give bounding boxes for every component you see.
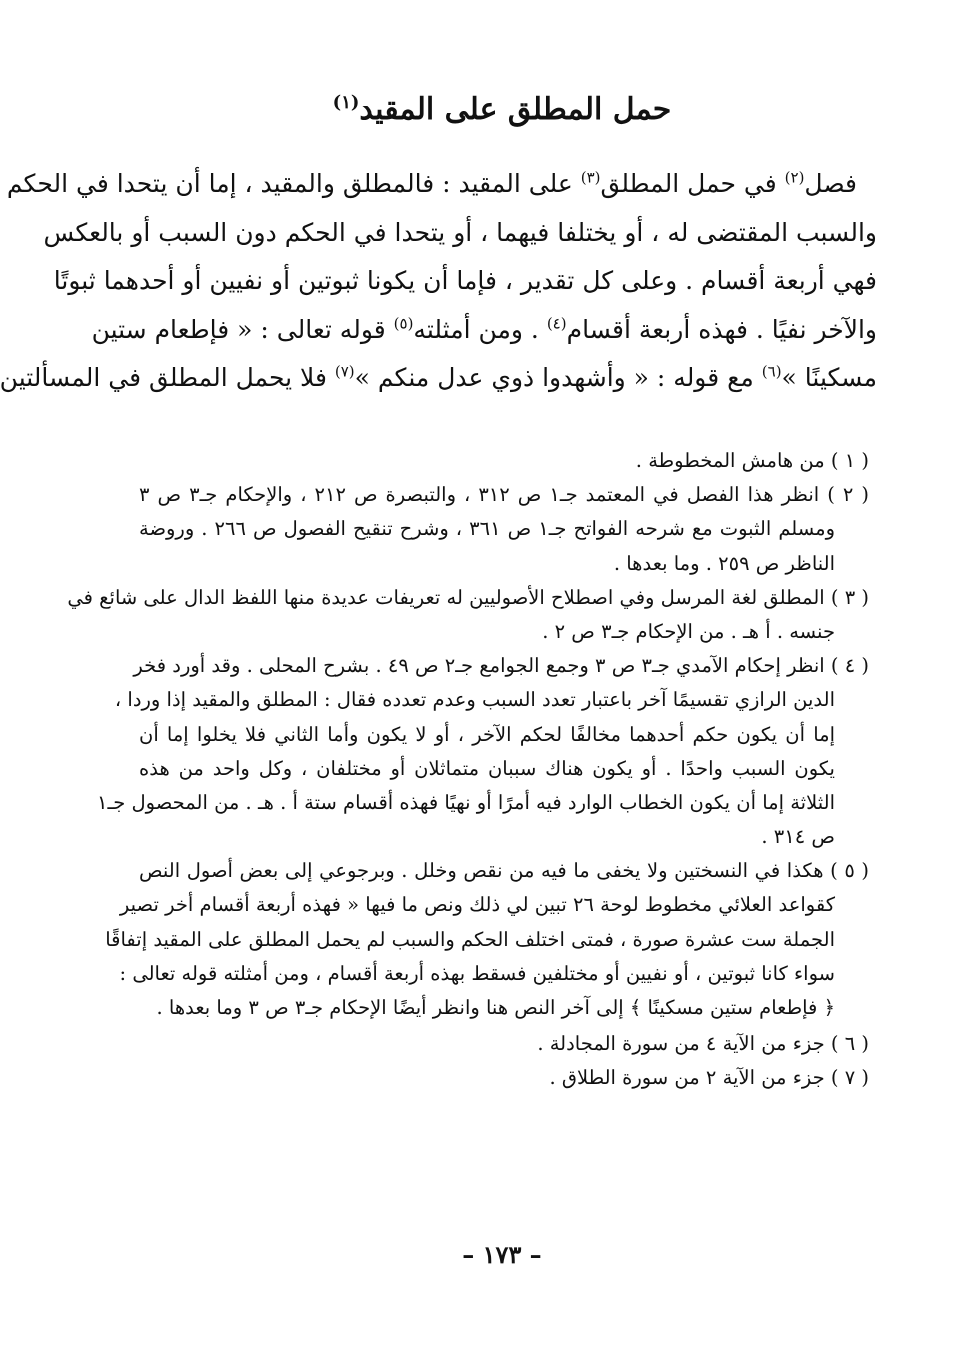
footnote-number: ( ٦ ) (830, 1032, 869, 1056)
footnote (139, 1027, 869, 1061)
paragraph-line: فصل$^{(٢)}$ في حمل المطلق$^{(٣)}$ على المقيد : فالمطلق والمقيد ، إما أن يتحدا في الحكم (6, 168, 857, 198)
paragraph-line: فهي أربعة أقسام . وعلى كل تقدير ، فإما أن يكونا ثبوتين أو نفيين أو أحدهما ثبوتًا (53, 266, 877, 295)
footnote-ref: (٤) (546, 314, 567, 333)
footnote-number: ( ٢ ) (827, 483, 869, 507)
footnotes-section (67, 444, 870, 1096)
footnote-text: جنسه . أ هـ . من الإحكام جـ٣ ص ٢ . (542, 619, 835, 643)
main-paragraph (0, 160, 877, 403)
page-number: – ١٧٣ – (462, 1240, 542, 1269)
footnote-text: الثلاثة إما أن يكون الخطاب الوارد فيه أمرًا أو نهيًا فهذه أقسام ستة أ . هـ . من المحصول جـ١ (97, 790, 835, 814)
footnote-line (139, 512, 869, 546)
footnote-line (139, 478, 869, 512)
footnote (105, 854, 870, 1025)
footnote (139, 444, 869, 478)
footnote-text: يكون السبب واحدًا . أو يكون هناك سببان متماثلان أو مختلفان ، وكل واحد من هذه (139, 756, 835, 780)
footnote-number: ( ٣ ) (830, 585, 869, 609)
footnote-number: ( ٤ ) (830, 654, 869, 678)
footnote-text: إما أن يكون حكم أحدهما مخالفًا لحكم الآخر ، أو لا يكون وأما الثاني فلا يخلوا إما أن (139, 722, 835, 746)
footnote (67, 581, 869, 649)
section-title-text: حمل المطلق على المقيد (359, 92, 672, 127)
footnote-text: انظر إحكام الآمدي جـ٣ ص ٣ وجمع الجوامع جـ٢ ص ٤٩ . بشرح المحلى . وقد أورد فخر (133, 654, 825, 678)
footnote-line (139, 1027, 869, 1061)
footnote-ref: (٣) (580, 168, 601, 187)
footnote (139, 1061, 869, 1095)
footnote-text: من هامش المخطوطة . (635, 449, 825, 472)
footnote-text: ص ٣١٤ . (761, 825, 835, 849)
paragraph-line: والسبب المقتضى له ، أو يختلفا فيهما ، أو يتحدا في الحكم دون السبب أو بالعكس (43, 217, 877, 247)
footnote-line (67, 581, 869, 615)
footnote-text: ومسلم الثبوت مع شرحه الفواتح جـ١ ص ٣٦١ ، وشرح تنقيح الفصول ص ٢٦٦ . وروضة (139, 517, 836, 541)
section-title (27, 88, 977, 132)
footnote-line (139, 615, 869, 649)
footnote-ref: (٦) (761, 362, 782, 381)
footnote-text: جزء من الآية ٤ من سورة المجادلة . (537, 1032, 825, 1056)
footnote-line (97, 786, 869, 820)
footnote-line (139, 444, 869, 478)
footnote-ref: (٧) (334, 362, 355, 381)
footnote-number: ( ٧ ) (830, 1066, 869, 1090)
footnote-line (105, 923, 869, 957)
footnote-text: سواء كانا ثبوتين ، أو نفيين أو مختلفين فسقط بهذه أربعة أقسام ، ومن أمثلته قوله تعالى : (119, 961, 835, 985)
footnote-line (139, 547, 869, 581)
footnote-line (139, 991, 869, 1025)
footnote-text: هكذا في النسختين ولا يخفى ما فيه من نقص وخلل . وبرجوعي إلى بعض أصول النص (139, 859, 824, 883)
footnote-number: ( ١ ) (830, 449, 869, 472)
footnote-ref: (١) (332, 92, 360, 113)
footnote (139, 478, 869, 581)
footnote-line (119, 957, 869, 991)
paragraph-line: والآخر نفيًا . فهذه أربعة أقسام$^{(٤)}$ . ومن أمثلته$^{(٥)}$ قوله تعالى : « فإطعام ستين (91, 314, 877, 344)
footnote-line (119, 888, 869, 922)
footnote-text: ﴿ فإطعام ستين مسكينًا ﴾ إلى آخر النص هنا وانظر أيضًا الإحكام جـ٣ ص ٣ وما بعدها . (156, 996, 835, 1019)
paragraph-line: مسكينًا »$^{(٦)}$ مع قوله : « وأشهدوا ذوي عدل منكم »$^{(٧)}$ فلا يحمل المطلق في المسألتين (0, 362, 877, 392)
footnote-line (139, 1061, 869, 1095)
footnote-text: الجملة ست عشرة صورة ، فمتى اختلف الحكم والسبب لم يحمل المطلق على المقيد إتفاقًا (105, 927, 835, 951)
footnote-line (139, 820, 869, 854)
footnote (97, 649, 869, 854)
footnote-ref: (٢) (784, 168, 805, 187)
footnote-line (139, 854, 869, 888)
footnote-text: المطلق لغة المرسل وفي اصطلاح الأصوليين له تعريفات عديدة منها اللفظ الدال على شائع في (67, 585, 825, 609)
footnote-text: جزء من الآية ٢ من سورة الطلاق . (549, 1066, 825, 1090)
footnote-number: ( ٥ ) (830, 859, 870, 883)
footnote-line (139, 752, 869, 786)
footnote-line (114, 683, 869, 717)
footnote-ref: (٥) (393, 314, 414, 333)
footnote-text: الدين الرازي تقسيمًا آخر باعتبار تعدد السبب وعدم تعدده فقال : المطلق والمقيد إذا وردا ، (114, 688, 835, 712)
footnote-line (139, 718, 869, 752)
footnote-text: انظر هذا الفصل في المعتمد جـ١ ص ٣١٢ ، والتبصرة ص ٢١٢ ، والإحكام جـ٣ ص ٣ (139, 483, 820, 507)
footnote-text: الناظر ص ٢٥٩ . وما بعدها . (613, 551, 835, 575)
footnote-text: كقواعد العلائي مخطوط لوحة ٢٦ تبين لي ذلك ونص ما فيها « فهذه أربعة أقسام أخر تصير (119, 893, 835, 917)
footnote-line (133, 649, 869, 683)
